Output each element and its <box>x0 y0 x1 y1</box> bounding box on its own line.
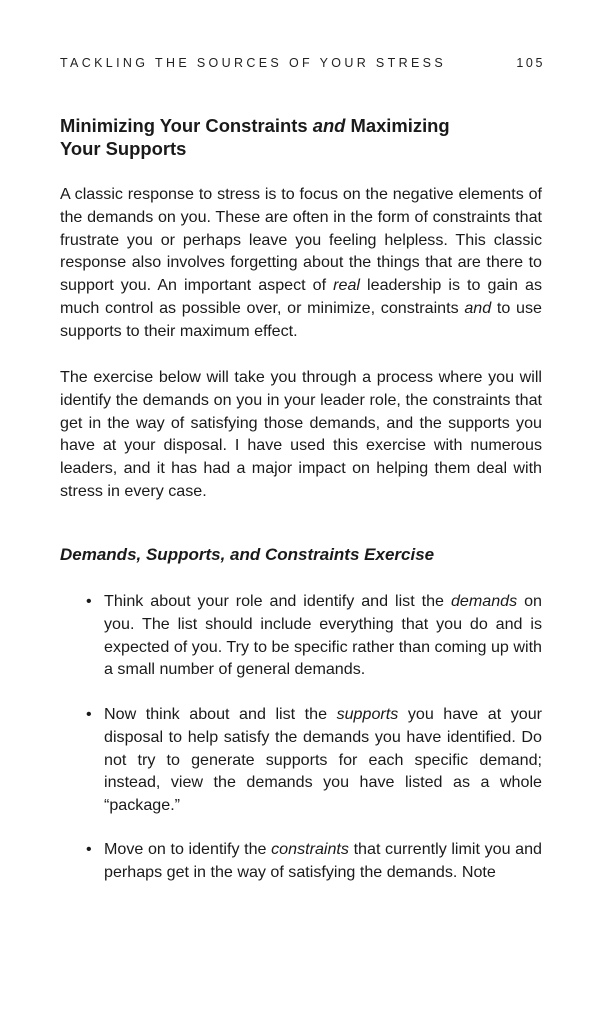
paragraph-intro-emphasis-real: real <box>333 276 360 295</box>
bullet-dot-icon: • <box>86 592 92 610</box>
section-heading-text-end: Maximizing Your Supports <box>60 115 450 159</box>
paragraph-intro-part-2: leadership is to gain as much control as possible over, or minimize, constraints <box>60 276 542 317</box>
running-head-title: TACKLING THE SOURCES OF YOUR STRESS <box>60 56 447 70</box>
section-heading-emphasis: and <box>312 115 346 136</box>
page-number: 105 <box>516 56 545 70</box>
bullet-text-end: you have at your disposal to help satisfy the demands you have identified. Do not try to generate supports for each specific demand; instead, view the demands you have listed as a whole “package.” <box>104 705 543 815</box>
bullet-text-end: on you. The list should include everything that you do and is expected of you. Try to be specific rather than coming up with a small number of general demands. <box>104 592 542 679</box>
paragraph-intro-emphasis-and: and <box>464 298 492 317</box>
bullet-emphasis: constraints <box>271 840 349 858</box>
section-heading-text-start: Minimizing Your Constraints <box>60 115 313 136</box>
bullet-emphasis: demands <box>450 592 518 610</box>
bullet-item-supports <box>86 703 543 817</box>
paragraph-intro <box>60 183 542 343</box>
bullet-item-constraints <box>86 838 542 884</box>
bullet-emphasis: supports <box>336 705 399 723</box>
section-heading <box>60 114 480 160</box>
bullet-text-end: that currently limit you and perhaps get in the way of satisfying the demands. Note <box>104 840 542 881</box>
bullet-dot-icon: • <box>86 840 92 858</box>
exercise-heading: Demands, Supports, and Constraints Exercise <box>60 545 435 564</box>
bullet-dot-icon: • <box>86 705 92 723</box>
paragraph-intro-part-1: A classic response to stress is to focus on the negative elements of the demands on you. These are often in the form of constraints that frustrate you or perhaps leave you feeling helpless. This classic response also involves forgetting about the things that are there to support you. An important aspect of <box>60 185 542 295</box>
paragraph-exercise-description: The exercise below will take you through a process where you will identify the demands on you in your leader role, the constraints that get in the way of satisfying those demands, and the supports you have at your disposal. I have used this exercise with numerous leaders, and it has had a major impact on helping them deal with stress in every case. <box>60 368 542 500</box>
bullet-item-demands <box>86 590 542 681</box>
bullet-text-start: Think about your role and identify and list the <box>104 592 451 610</box>
running-head <box>60 56 545 74</box>
paragraph-intro-part-3: to use supports to their maximum effect. <box>60 298 542 340</box>
bullet-text-start: Now think about and list the <box>104 705 337 723</box>
bullet-text-start: Move on to identify the <box>104 840 272 858</box>
